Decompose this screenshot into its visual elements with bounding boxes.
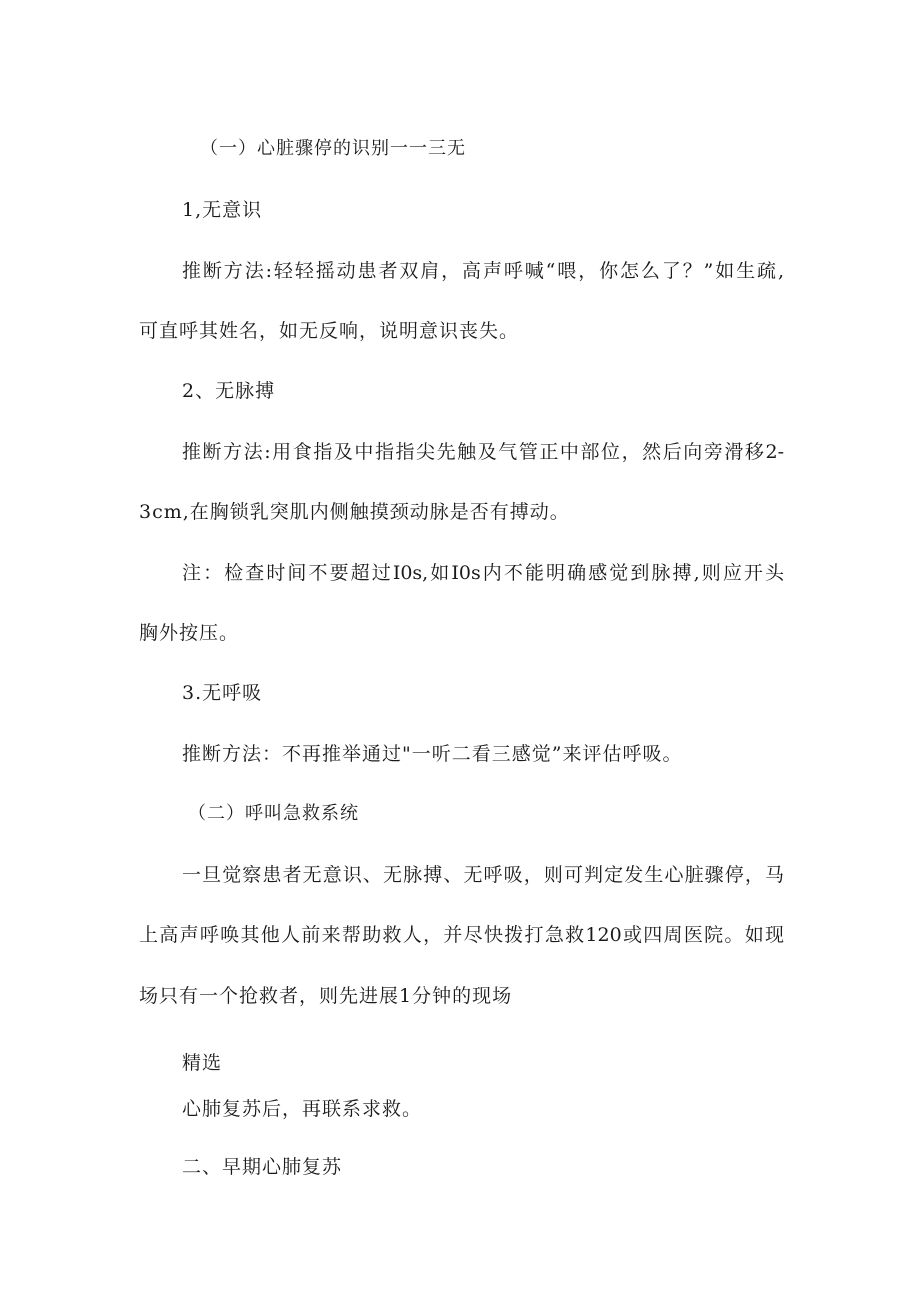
item1-method-line2: 可直呼其姓名，如无反响，说明意识丧失。	[139, 320, 520, 342]
item1-method-line1: 推断方法:轻轻摇动患者双肩，高声呼喊“喂，你怎么了？”如生疏,	[182, 260, 784, 282]
item2-heading: 2、无脉搏	[182, 380, 276, 402]
section2-para-line4: 心肺复苏后，再联系求救。	[182, 1098, 423, 1120]
item1-heading: 1,无意识	[182, 199, 263, 221]
section1-title: （一）心脏骤停的识别一一三无	[200, 138, 466, 159]
item2-method-line1: 推断方法:用食指及中指指尖先触及气管正中部位，然后向旁滑移2-	[182, 441, 784, 463]
section2-title: （二）呼叫急救系统	[188, 803, 359, 824]
section2-para-line3: 场只有一个抢救者，则先进展1分钟的现场	[139, 985, 513, 1007]
item2-note-line2: 胸外按压。	[139, 622, 240, 644]
item2-method-line2: 3cm,在胸锁乳突肌内侧触摸颈动脉是否有搏动。	[139, 501, 570, 523]
section3-title: 二、早期心肺复苏	[182, 1156, 343, 1178]
item3-heading: 3.无呼吸	[182, 682, 263, 704]
item2-note-line1: 注：检查时间不要超过I0s,如I0s内不能明确感觉到脉搏,则应开头	[182, 562, 784, 584]
item3-method: 推断方法：不再推举通过"一听二看三感觉”来评估呼吸。	[182, 743, 683, 765]
section2-para-line2: 上高声呼唤其他人前来帮助救人，并尽快拨打急救120或四周医院。如现	[139, 924, 784, 946]
featured-label: 精选	[182, 1052, 223, 1074]
section2-para-line1: 一旦觉察患者无意识、无脉搏、无呼吸，则可判定发生心脏骤停，马	[182, 864, 784, 886]
